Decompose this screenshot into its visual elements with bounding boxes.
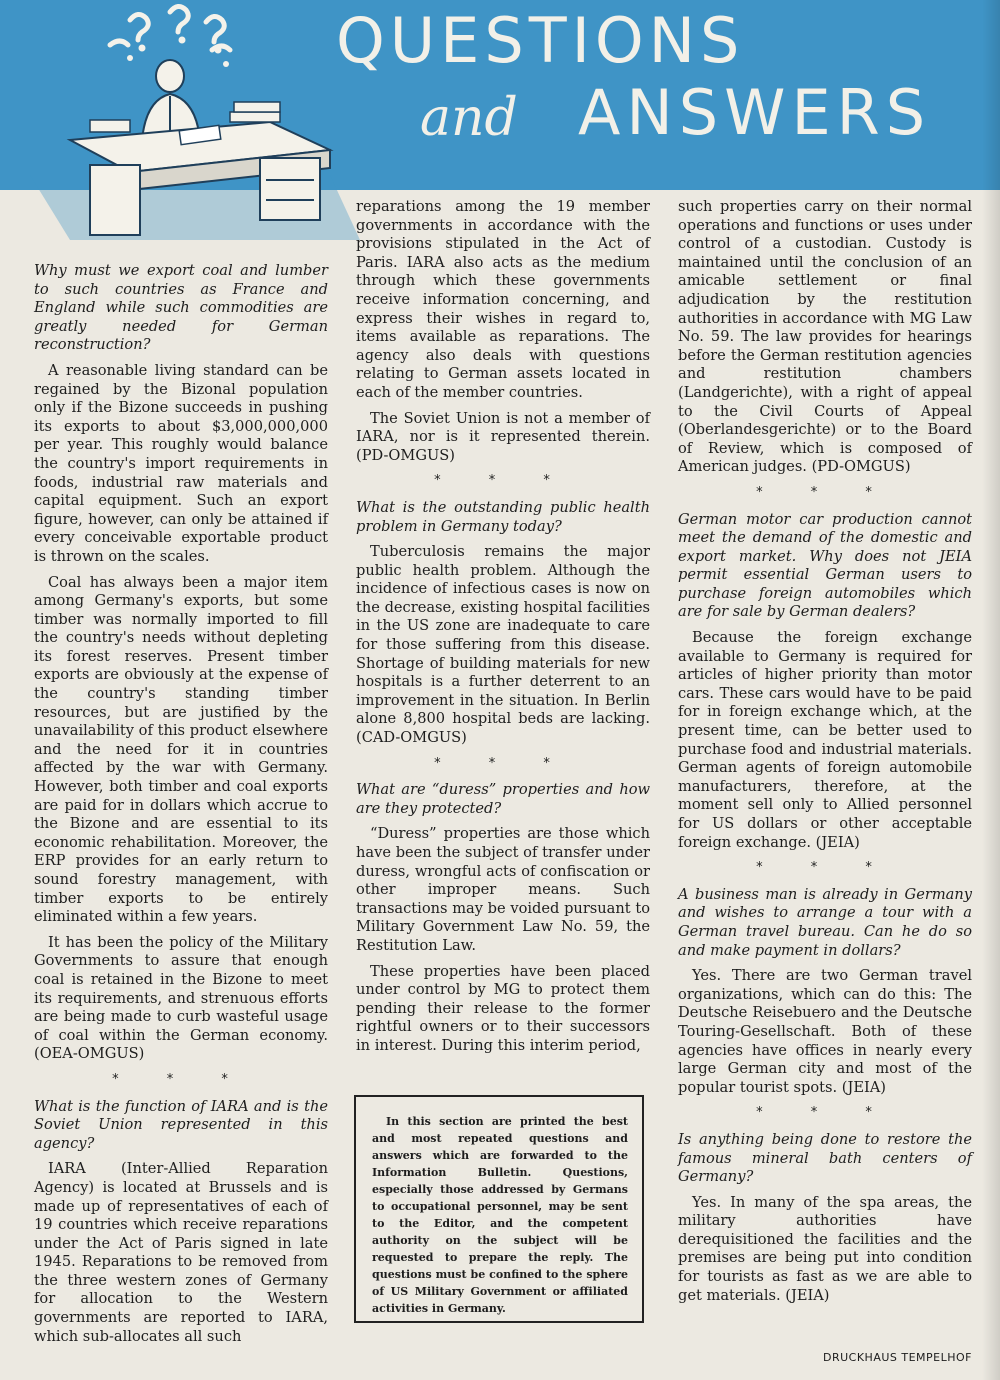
question-text: What is the function of IARA and is the Soviet Union represented in this agency? <box>34 1097 328 1152</box>
question-text: What is the outstanding public health problem in Germany today? <box>356 498 650 535</box>
answer-paragraph: IARA (Inter-Allied Reparation Agency) is located at Brussels and is made up of representatives of each of 19 countries which receive reparations under the Act of Paris signed in late 1945. Reparations to be removed from the three western zones of Germany for allocation to the Western governments are reported to IARA, which sub-allocates all such <box>34 1160 328 1345</box>
answer-paragraph: Yes. In many of the spa areas, the military authorities have derequisitioned the facilities and the premises are being put into condition for tourists as fast as we are able to get materials. (JEIA) <box>678 1193 972 1304</box>
editorial-note-box <box>354 1095 644 1323</box>
section-separator: * * * <box>756 1105 894 1121</box>
answer-paragraph: These properties have been placed under control by MG to protect them pending their release to the former rightful owners or to their successors in interest. During this interim period, <box>356 962 650 1054</box>
answer-paragraph: A reasonable living standard can be regained by the Bizonal population only if the Bizone succeeds in pushing its exports to about $3,000,000,000 per year. This roughly would balance the country's import requirements in foods, industrial raw materials and capital equipment. Such an export figure, however, can only be attained if every conceivable exportable product is thrown on the scales. <box>34 361 328 565</box>
section-separator: * * * <box>434 755 572 771</box>
answer-paragraph: The Soviet Union is not a member of IARA, nor is it represented therein. (PD-OMGUS) <box>356 409 650 464</box>
section-separator: * * * <box>756 860 894 876</box>
answer-paragraph: such properties carry on their normal operations and functions or uses under control of a custodian. Custody is maintained until the conclusion of an amicable settlement or final adjudication by the restitution authorities in accordance with MG Law No. 59. The law provides for hearings before the German restitution agencies and restitution chambers (Landgerichte), with a right of appeal to the Civil Courts of Appeal (Oberlandesgerichte) or to the Board of Review, which is composed of American judges. (PD-OMGUS) <box>678 198 972 476</box>
answer-paragraph: It has been the policy of the Military Governments to assure that enough coal is retained in the Bizone to meet its requirements, and strenuous efforts are being made to curb wasteful usage of coal within the German economy. (OEA-OMGUS) <box>34 933 328 1063</box>
page-edge-shadow <box>982 0 1000 1380</box>
answer-paragraph: Because the foreign exchange available to Germany is required for articles of higher priority than motor cars. These cars would have to be paid for in foreign exchange which, at the present time, can be better used to purchase food and industrial materials. German agents of foreign automobile manufacturers, therefore, at the moment sell only to Allied personnel for US dollars or other acceptable foreign exchange. (JEIA) <box>678 629 972 851</box>
question-text: A business man is already in Germany and wishes to arrange a tour with a German travel bureau. Can he do so and make payment in dollars? <box>678 885 972 959</box>
question-text: Is anything being done to restore the famous mineral bath centers of Germany? <box>678 1130 972 1186</box>
text-column-1 <box>34 262 328 1353</box>
question-text: German motor car production cannot meet the demand of the domestic and export market. Why does not JEIA permit essential German users to purchase foreign automobiles which are for sale by German dealers? <box>678 510 972 621</box>
text-column-2 <box>356 198 650 1063</box>
question-text: Why must we export coal and lumber to such countries as France and England while such commodities are greatly needed for German reconstruction? <box>34 262 328 354</box>
editorial-note-text: In this section are printed the best and most repeated questions and answers which are forwarded to the Information Bulletin. Questions, especially those addressed by Germans to occupational personnel, may be sent to the Editor, and the competent authority on the subject will be requested to prepare the reply. The questions must be confined to the sphere of US Military Government or affiliated activities in Germany. <box>372 1115 628 1315</box>
title-and: and <box>420 88 518 148</box>
man-at-desk-with-question-marks-icon <box>30 0 360 262</box>
answer-paragraph: “Duress” properties are those which have been the subject of transfer under duress, wrongful acts of confiscation or other improper means. Such transactions may be voided pursuant to Military Government Law No. 59, the Restitution Law. <box>356 825 650 954</box>
text-column-3 <box>678 198 972 1312</box>
section-separator: * * * <box>112 1071 250 1087</box>
answer-paragraph: Coal has always been a major item among Germany's exports, but some timber was normally imported to fill the country's needs without depleting its forest reserves. Present timber exports are obviously at the expense of the country's standing timber resources, but are justified by the unavailability of this product elsewhere and the need for it in countries affected by the war with Germany. However, both timber and coal exports are paid for in dollars which accrue to the Bizone and are essential to its economic rehabilitation. Moreover, the ERP provides for an early return to sound forestry management, with timber exports to be entirely eliminated within a few years. <box>34 573 328 926</box>
answer-paragraph: Yes. There are two German travel organizations, which can do this: The Deutsche Reisebuero and the Deutsche Touring-Gesellschaft. Both of these agencies have offices in nearly every large German city and most of the popular tourist spots. (JEIA) <box>678 967 972 1096</box>
title-questions: QUESTIONS <box>336 4 745 77</box>
section-separator: * * * <box>434 473 572 489</box>
answer-paragraph: reparations among the 19 member governments in accordance with the provisions stipulated in the Act of Paris. IARA also acts as the medium through which these governments receive information concerning, and express their wishes in regard to, items available as reparations. The agency also deals with questions relating to German assets located in each of the member countries. <box>356 198 650 401</box>
title-answers: ANSWERS <box>578 76 932 149</box>
question-text: What are “duress” properties and how are they protected? <box>356 781 650 817</box>
answer-paragraph: Tuberculosis remains the major public health problem. Although the incidence of infectious cases is now on the decrease, existing hospital facilities in the US zone are inadequate to care for those suffering from this disease. Shortage of building materials for new hospitals is a further deterrent to an improvement in the situation. In Berlin alone 8,800 hospital beds are lacking. (CAD-OMGUS) <box>356 543 650 747</box>
printer-imprint: DRUCKHAUS TEMPELHOF <box>822 1351 972 1364</box>
section-separator: * * * <box>756 484 894 500</box>
